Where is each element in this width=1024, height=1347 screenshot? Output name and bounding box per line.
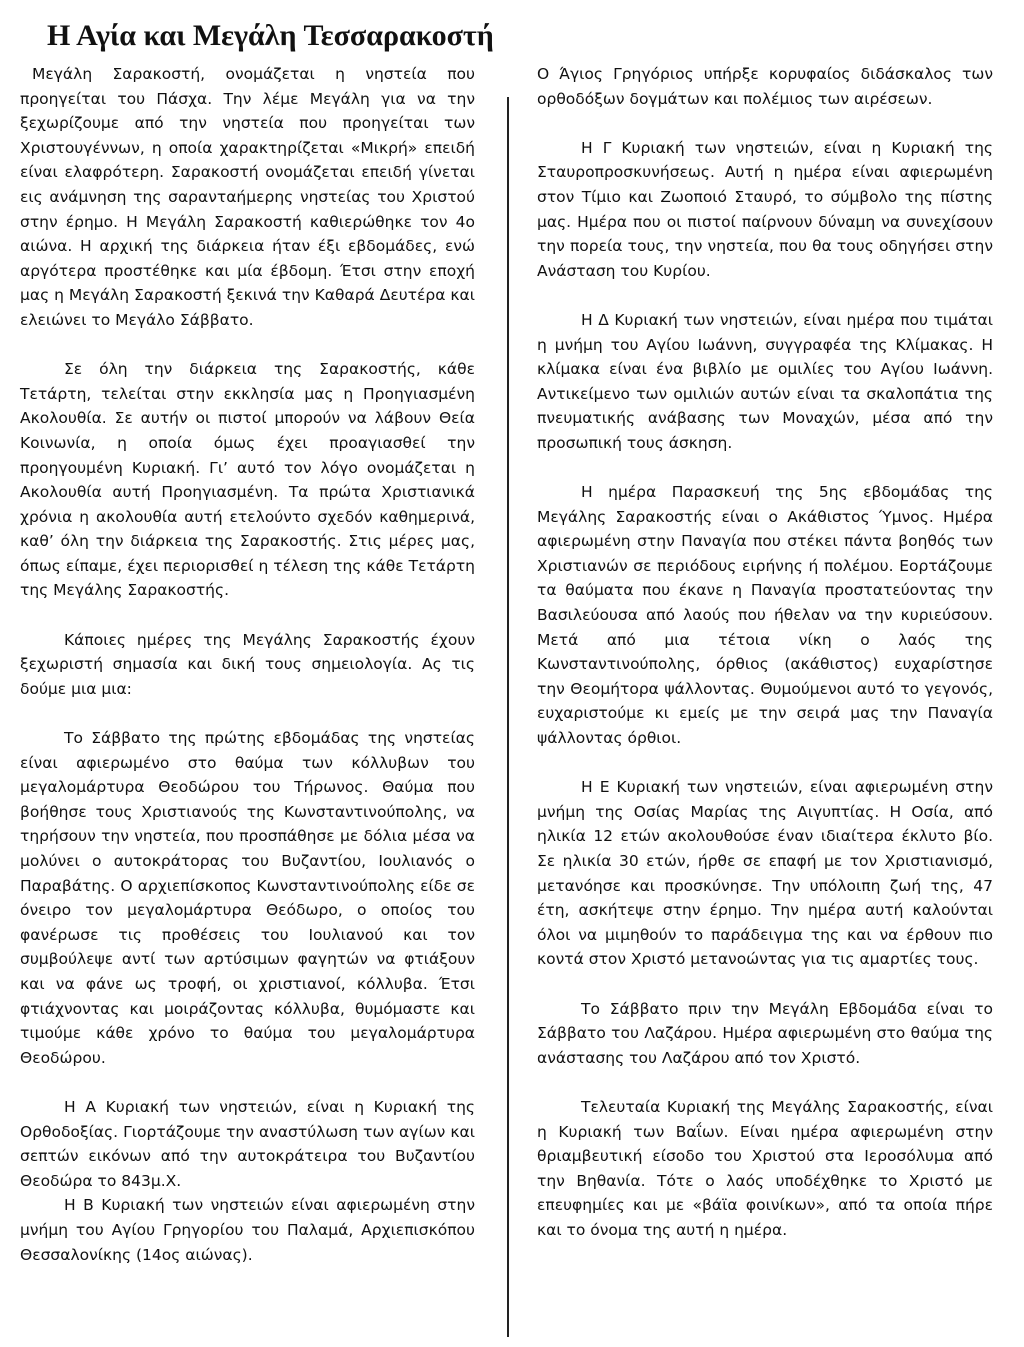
paragraph: Μεγάλη Σαρακοστή, ονομάζεται η νηστεία που προηγείται του Πάσχα. Την λέμε Μεγάλη για να την ξεχωρίζουμε από την νηστεία που προηγείται των Χριστουγέννων, η οποία χαρακτηρίζεται «Μικρή» επειδή είναι ελαφρότερη. Σαρακοστή ονομάζεται επειδή γίνεται εις ανάμνηση της σαρανταήμερης νηστείας του Χριστού στην έρημο. Η Μεγάλη Σαρακοστή καθιερώθηκε τον 4ο αιώνα. Η αρχική της διάρκεια ήταν έξι εβδομάδες, ενώ αργότερα προστέθηκε και μία έβδομη. Έτσι στην εποχή μας η Μεγάλη Σαρακοστή ξεκινά την Καθαρά Δευτέρα και ελειώνει το Μεγάλο Σάββατο.: [20, 65, 475, 329]
paragraph: Η Ε Κυριακή των νηστειών, είναι αφιερωμένη στην μνήμη της Οσίας Μαρίας της Αιγυπτίας. Η Οσία, από ηλικία 12 ετών ακολουθούσε έναν ιδιαίτερα έκλυτο βίο. Σε ηλικία 30 ετών, ήρθε σε επαφή με τον Χριστιανισμό, μετανόησε και προσκύνησε. Την υπόλοιπη ζωή της, 47 έτη, ασκήτεψε στην έρημο. Την ημέρα αυτή καλούνται όλοι να μιμηθούν το παράδειγμα της και να έρθουν πιο κοντά στον Χριστό μετανοώντας για τις αμαρτίες τους.: [537, 778, 993, 969]
paragraph: Σε όλη την διάρκεια της Σαρακοστής, κάθε Τετάρτη, τελείται στην εκκλησία μας η Προηγιασμένη Ακολουθία. Σε αυτήν οι πιστοί μπορούν να λάβουν Θεία Κοινωνία, η οποία όμως έχει προαγιασθεί την προηγουμένη Κυριακή. Γι’ αυτό τον λόγο ονομάζεται η Ακολουθία αυτή Προηγιασμένη. Τα πρώτα Χριστιανικά χρόνια η ακολουθία αυτή ετελούντο σχεδόν καθημερινά, καθ’ όλη την διάρκεια της Σαρακοστής. Στις μέρες μας, όπως είπαμε, έχει περιορισθεί η τέλεση της κάθε Τετάρτη της Μεγάλης Σαρακοστής.: [20, 360, 475, 600]
document-title: Η Αγία και Μεγάλη Τεσσαρακοστή: [47, 19, 494, 52]
paragraph: Το Σάββατο πριν την Μεγάλη Εβδομάδα είναι το Σάββατο του Λαζάρου. Ημέρα αφιερωμένη στο θαύμα της ανάστασης του Λαζάρου από τον Χριστό.: [537, 999, 993, 1067]
right-column: [537, 62, 993, 1243]
paragraph: Η Β Κυριακή των νηστειών είναι αφιερωμένη στην μνήμη του Αγίου Γρηγορίου του Παλαμά, Αρχιεπισκόπου Θεσσαλονίκης (14ος αιώνας).: [20, 1196, 475, 1264]
paragraph: Η Γ Κυριακή των νηστειών, είναι η Κυριακή της Σταυροπροσκυνήσεως. Αυτή η ημέρα είναι αφιερωμένη στον Τίμιο και Ζωοποιό Σταυρό, το σύμβολο της πίστης μας. Ημέρα που οι πιστοί παίρνουν δύναμη να συνεχίσουν την πορεία τους, την νηστεία, που θα τους οδηγήσει στην Ανάσταση του Κυρίου.: [537, 138, 993, 280]
paragraph: Τελευταία Κυριακή της Μεγάλης Σαρακοστής, είναι η Κυριακή των Βαΐων. Είναι ημέρα αφιερωμένη στην θριαμβευτική είσοδο του Χριστού στα Ιεροσόλυμα από την Βηθανία. Τότε ο λαός υποδέχθηκε το Χριστό με επευφημίες και με «βάϊα φοινίκων», από τα οποία πήρε και το όνομα της αυτή η ημέρα.: [537, 1097, 993, 1239]
column-divider: [507, 97, 509, 1337]
paragraph: Κάποιες ημέρες της Μεγάλης Σαρακοστής έχουν ξεχωριστή σημασία και δική τους σημειολογία. Ας τις δούμε μια μια:: [20, 630, 475, 698]
paragraph: Η ημέρα Παρασκευή της 5ης εβδομάδας της Μεγάλης Σαρακοστής είναι ο Ακάθιστος Ύμνος. Ημέρα αφιερωμένη στην Παναγία που στέκει πάντα βοηθός των Χριστιανών σε περιόδους ειρήνης ή πολέμου. Εορτάζουμε τα θαύματα που έκανε η Παναγία προστατεύοντας την Βασιλεύουσα από λαούς που ήθελαν να την κυριεύσουν. Μετά από μια τέτοια νίκη ο λαός της Κωνσταντινούπολης, όρθιος (ακάθιστος) ευχαρίστησε την Θεομήτορα ψάλλοντας. Θυμούμενοι αυτό το γεγονός, ευχαριστούμε κι εμείς με την σειρά μας την Παναγία ψάλλοντας όρθιοι.: [537, 483, 993, 748]
paragraph: Το Σάββατο της πρώτης εβδομάδας της νηστείας είναι αφιερωμένο στο θαύμα των κόλλυβων του μεγαλομάρτυρα Θεοδώρου του Τήρωνος. Θαύμα που βοήθησε τους Χριστιανούς της Κωνσταντινούπολης, να τηρήσουν την νηστεία, που προσπάθησε με δόλια μέσα να μολύνει ο αυτοκράτορας του Βυζαντίου, Ιουλιανός ο Παραβάτης. Ο αρχιεπίσκοπος Κωνσταντινούπολης είδε σε όνειρο τον μεγαλομάρτυρα Θεόδωρο, ο οποίος του φανέρωσε τις προθέσεις του Ιουλιανού και τον συμβούλεψε αντί των αρτύσιμων φαγητών να φτιάξουν και να φάνε ως τροφή, οι χριστιανοί, κόλλυβα. Έτσι φτιάχνοντας και μοιράζοντας κόλλυβα, θυμόμαστε και τιμούμε κάθε χρόνο το θαύμα του μεγαλομάρτυρα Θεοδώρου.: [20, 729, 475, 1067]
paragraph: Η Α Κυριακή των νηστειών, είναι η Κυριακή της Ορθοδοξίας. Γιορτάζουμε την αναστύλωση των αγίων και σεπτών εικόνων από την αυτοκράτειρα του Βυζαντίου Θεοδώρα το 843μ.Χ.: [20, 1097, 475, 1190]
paragraph: Ο Άγιος Γρηγόριος υπήρξε κορυφαίος διδάσκαλος των ορθοδόξων δογμάτων και πολέμιος των αιρέσεων.: [537, 65, 993, 108]
paragraph: Η Δ Κυριακή των νηστειών, είναι ημέρα που τιμάται η μνήμη του Αγίου Ιωάννη, συγγραφέα της Κλίμακας. Η κλίμακα είναι ένα βιβλίο με ομιλίες του Αγίου Ιωάννη. Αντικείμενο των ομιλιών αυτών είναι τα σκαλοπάτια της πνευματικής ανάβασης των Μοναχών, μέσα από την προσωπική τους άσκηση.: [537, 310, 993, 452]
left-column: [20, 62, 475, 1267]
